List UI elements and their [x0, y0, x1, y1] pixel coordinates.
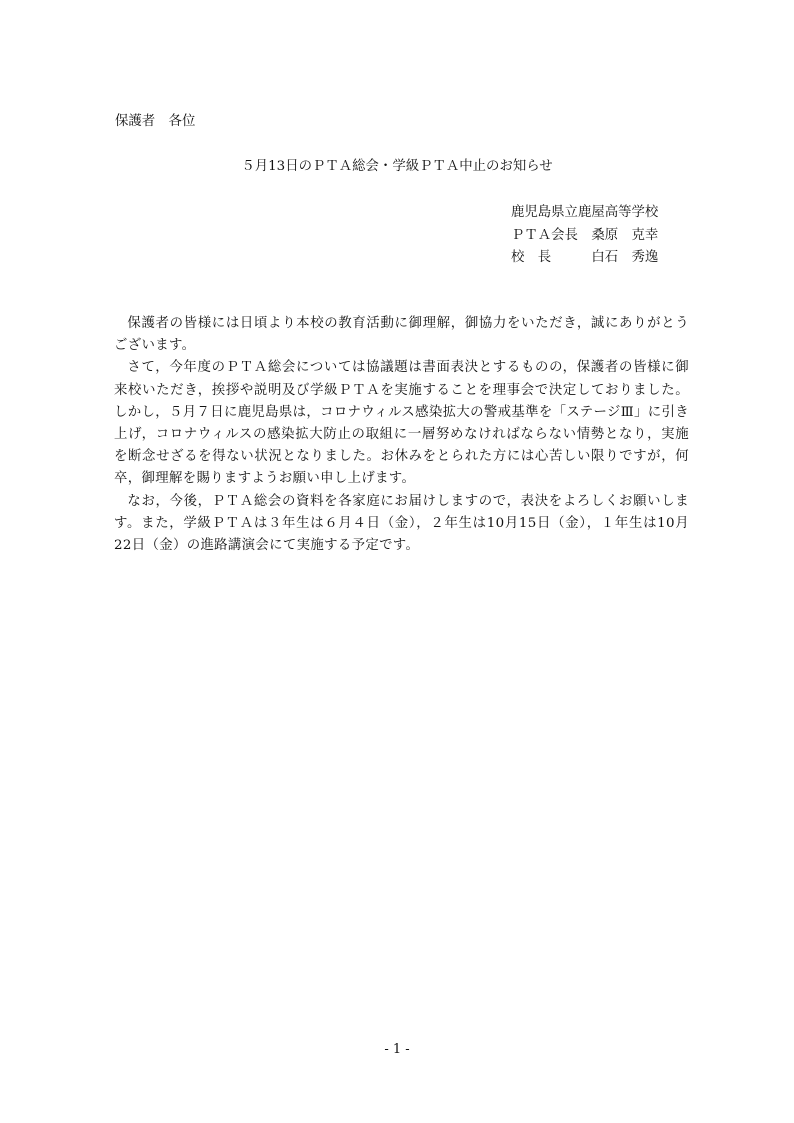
sender-organization: 鹿児島県立鹿屋高等学校 [511, 205, 659, 220]
notice-body [114, 313, 689, 557]
addressee: 保護者 各位 [115, 114, 196, 129]
page-number: - 1 - [384, 1042, 410, 1057]
body-paragraph: さて，今年度のＰＴＡ総会については協議題は書面表決とするものの，保護者の皆様に御来校いただき，挨拶や説明及び学級ＰＴＡを実施することを理事会で決定しておりました。しかし，５月７日に鹿児島県は，コロナウィルス感染拡大の警戒基準を「ステージⅢ」に引き上げ，コロナウィルスの感染拡大防止の取組に一層努めなければならない情勢となり，実施を断念せざるを得ない状況となりました。お休みをとられた方には心苦しい限りですが，何卒，御理解を賜りますようお願い申し上げます。 [114, 360, 689, 487]
body-paragraph: 保護者の皆様には日頃より本校の教育活動に御理解，御協力をいただき，誠にありがとうございます。 [114, 316, 689, 354]
body-paragraph: なお，今後，ＰＴＡ総会の資料を各家庭にお届けしますので，表決をよろしくお願いします。また，学級ＰＴＡは３年生は６月４日（金），２年生は10月15日（金），１年生は10月22日（金）の進路講演会にて実施する予定です。 [114, 493, 689, 554]
sender-pta-president: ＰＴＡ会長 桑原 克幸 [511, 228, 659, 243]
sender-principal: 校 長 白石 秀逸 [511, 250, 659, 265]
notice-title: ５月13日のＰＴＡ総会・学級ＰＴＡ中止のお知らせ [241, 159, 553, 174]
